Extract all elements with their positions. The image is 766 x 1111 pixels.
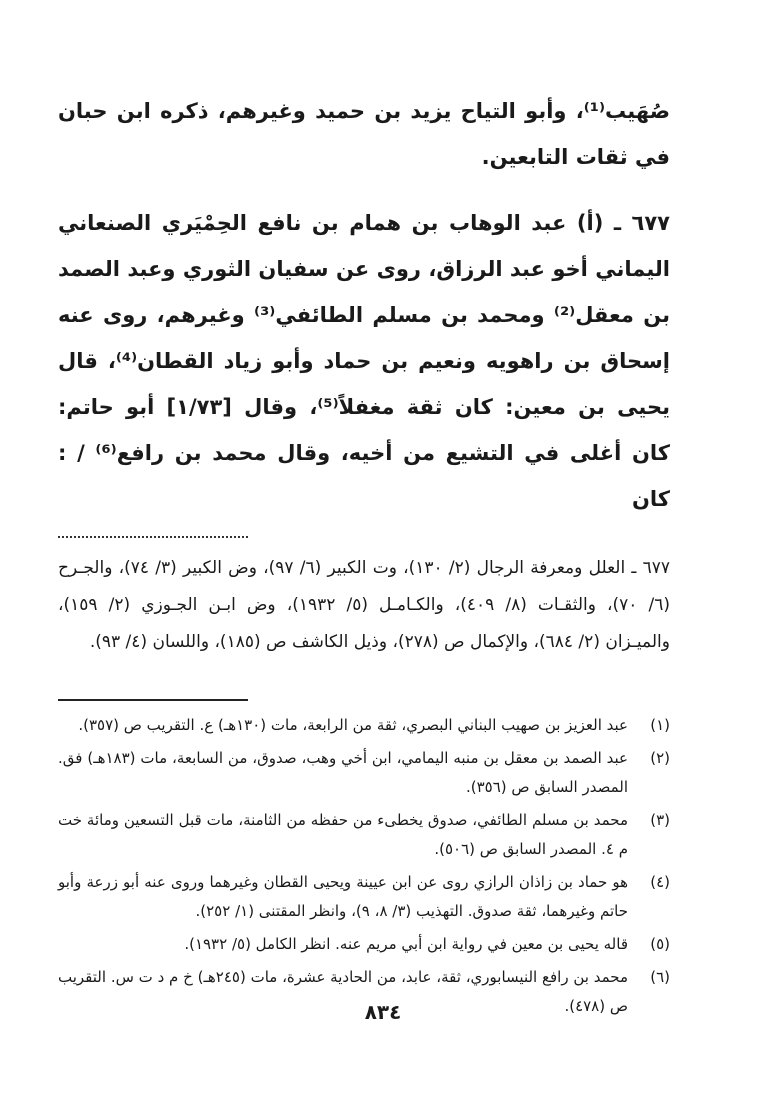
dotted-separator [58, 536, 248, 538]
footnote-3 [58, 806, 670, 864]
footnote-number: (٣) [650, 811, 670, 829]
footnote-number: (١) [650, 716, 670, 734]
footnote-text: محمد بن رافع النيسابوري، ثقة، عابد، من الحادية عشرة، مات (٢٤٥هـ) خ م د ت س. التقريب ص (٤٧٨). [58, 968, 628, 1015]
footnote-number: (٤) [650, 873, 670, 891]
footnote-text: محمد بن مسلم الطائفي، صدوق يخطىء من حفظه من الثامنة، مات قبل التسعين ومائة خت م ٤. المصدر السابق ص (٥٠٦). [58, 811, 628, 858]
footnote-text: عبد العزيز بن صهيب البناني البصري، ثقة من الرابعة، مات (١٣٠هـ) ع. التقريب ص (٣٥٧). [78, 716, 628, 734]
footnote-text: قاله يحيى بن معين في رواية ابن أبي مريم عنه. انظر الكامل (٥/ ١٩٣٢). [184, 935, 628, 953]
page-body [58, 88, 670, 1025]
page-number: ٨٣٤ [364, 1000, 402, 1024]
footnote-number: (٦) [650, 968, 670, 986]
main-text [58, 88, 670, 522]
footnote-text: عبد الصمد بن معقل بن منبه اليمامي، ابن أخي وهب، صدوق، من السابعة، مات (١٨٣هـ) فق. المصدر السابق ص (٣٥٦). [58, 749, 628, 796]
footnote-2 [58, 744, 670, 802]
footnote-4 [58, 868, 670, 926]
footnote-5 [58, 930, 670, 959]
sources-paragraph: ٦٧٧ ـ العلل ومعرفة الرجال (٢/ ١٣٠)، وت الكبير (٦/ ٩٧)، وض الكبير (٣/ ٧٤)، والجـرح (٦/ ٧٠)، والثقـات (٨/ ٤٠٩)، والكـامـل (٥/ ١٩٣٢)، وض ابـن الجـوزي (٢/ ١٥٩)، والميـزان (٢/ ٦٨٤)، والإكمال ص (٢٧٨)، وذيل الكاشف ص (١٨٥)، واللسان (٤/ ٩٣). [58, 558, 671, 652]
footnotes-list [58, 711, 670, 1021]
footnote-number: (٥) [650, 935, 670, 953]
footnote-1 [58, 711, 670, 740]
footnote-number: (٢) [650, 749, 670, 767]
continuation-paragraph: صُهَيب⁽¹⁾، وأبو التياح يزيد بن حميد وغيرهم، ذكره ابن حبان في ثقات التابعين. [58, 99, 670, 169]
entry-677-paragraph: ٦٧٧ ـ (أ) عبد الوهاب بن همام بن نافع الحِمْيَري الصنعاني اليماني أخو عبد الرزاق، روى عن سفيان الثوري وعبد الصمد بن معقل⁽²⁾ ومحمد بن مسلم الطائفي⁽³⁾ وغيرهم، روى عنه إسحاق بن راهويه ونعيم بن حماد وأبو زياد القطان⁽⁴⁾، قال يحيى بن معين: كان ثقة مغفلاً⁽⁵⁾، وقال [١/٧٣] أبو حاتم: كان أغلى في التشيع من أخيه، وقال محمد بن رافع⁽⁶⁾ / : كان [58, 211, 671, 511]
footnote-text: هو حماد بن زاذان الرازي روى عن ابن عيينة ويحيى القطان وغيرهما وروى عنه أبو زرعة وأبو حاتم وغيرهما، ثقة صدوق. التهذيب (٣/ ٨، ٩)، وانظر المقتنى (١/ ٢٥٢). [58, 873, 628, 920]
footnote-separator [58, 699, 248, 701]
